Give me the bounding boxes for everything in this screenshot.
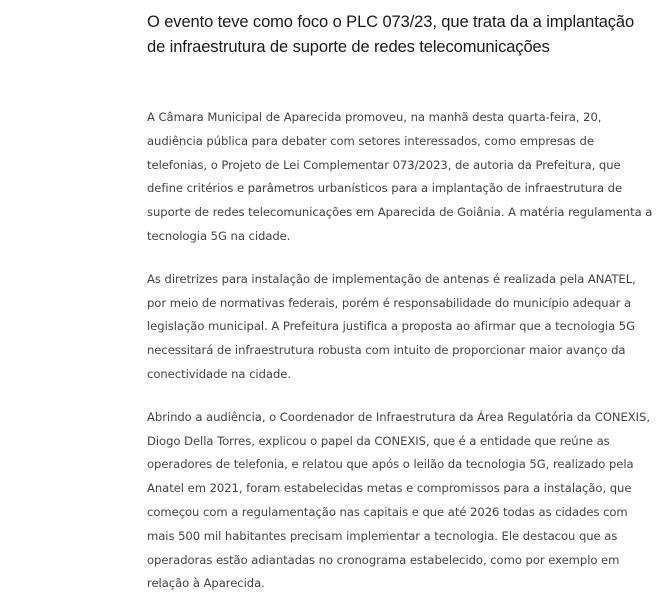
- article-body: [147, 10, 655, 615]
- article-paragraph: Abrindo a audiência, o Coordenador de Infraestrutura da Área Regulatória da CONEXIS, Diogo Della Torres, explicou o papel da CONEXIS, que é a entidade que reúne as operadores de telefonia, e relatou que após o leilão da tecnologia 5G, realizado pela Anatel em 2021, foram estabelecidas metas e compromissos para a instalação, que começou com a regulamentação nas capitais e que até 2026 todas as cidades com mais 500 mil habitantes precisam implementar a tecnologia. Ele destacou que as operadoras estão adiantadas no cronograma estabelecido, como por exemplo em relação à Aparecida.: [147, 409, 650, 591]
- article-paragraph: As diretrizes para instalação de implementação de antenas é realizada pela ANATEL, por meio de normativas federais, porém é responsabilidade do município adequar a legislação municipal. A Prefeitura justifica a proposta ao afirmar que a tecnologia 5G necessitará de infraestrutura robusta com intuito de proporcionar maior avanço da conectividade na cidade.: [147, 271, 636, 381]
- article-paragraph: A Câmara Municipal de Aparecida promoveu, na manhã desta quarta-feira, 20, audiência pública para debater com setores interessados, como empresas de telefonias, o Projeto de Lei Complementar 073/2023, de autoria da Prefeitura, que define critérios e parâmetros urbanísticos para a implantação de infraestrutura de suporte de redes telecomunicações em Aparecida de Goiânia. A matéria regulamenta a tecnologia 5G na cidade.: [147, 110, 653, 243]
- article-subtitle: O evento teve como foco o PLC 073/23, que trata da a implantação de infraestrutura de suporte de redes telecomunicações: [147, 13, 635, 56]
